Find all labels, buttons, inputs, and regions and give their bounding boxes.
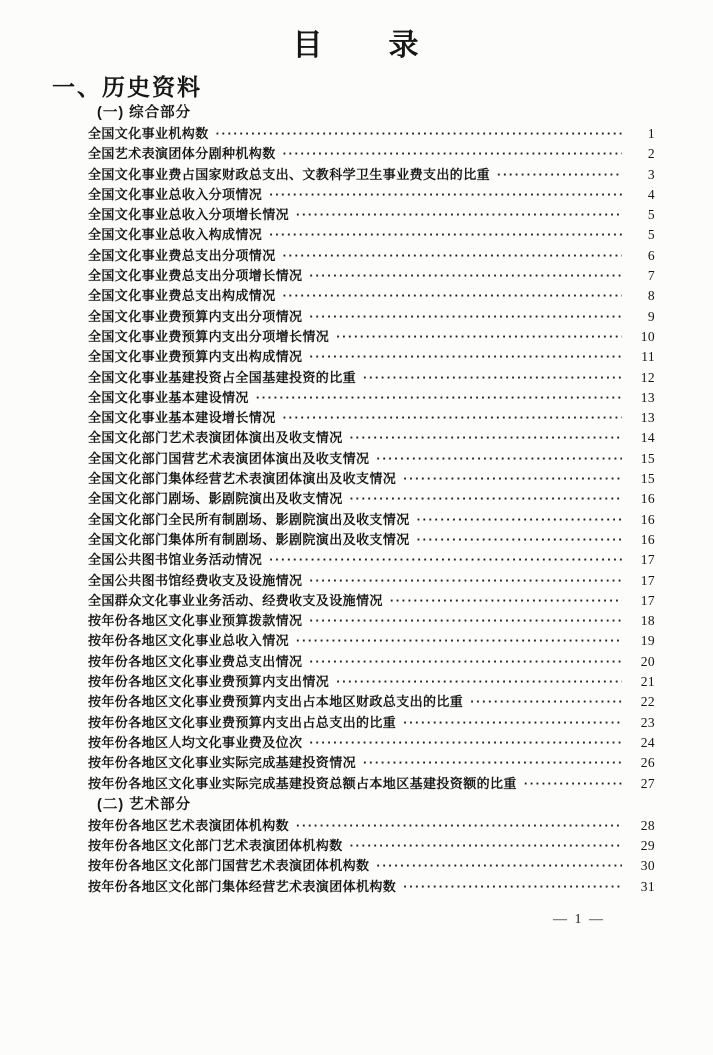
toc-dot-leader — [309, 733, 622, 753]
toc-entry-page-number: 28 — [640, 817, 655, 833]
toc-entry-page-number: 15 — [640, 471, 655, 487]
toc-dot-leader — [309, 652, 622, 672]
toc-dot-leader — [309, 307, 622, 327]
toc-entry-page-number: 17 — [640, 552, 655, 568]
toc-entry-title: 全国文化事业总收入分项情况 — [88, 186, 263, 202]
toc-entry — [88, 286, 655, 306]
toc-entry-page-number: 1 — [647, 126, 655, 141]
toc-entry-title: 全国公共图书馆业务活动情况 — [88, 552, 263, 568]
toc-dot-leader — [296, 631, 622, 651]
toc-entry — [88, 652, 655, 672]
toc-dot-leader — [417, 530, 622, 550]
toc-entry-page-number: 26 — [640, 755, 655, 771]
toc-entry-page-number: 5 — [647, 227, 655, 243]
toc-entry-page-number: 14 — [640, 430, 655, 446]
toc-dot-leader — [216, 124, 622, 144]
toc-entry — [88, 165, 655, 185]
toc-entry — [88, 368, 655, 388]
toc-entry-title: 按年份各地区艺术表演团体机构数 — [88, 817, 290, 833]
toc-entry — [88, 530, 655, 550]
toc-dot-leader — [296, 816, 622, 836]
toc-entry-title: 全国公共图书馆经费收支及设施情况 — [88, 572, 303, 588]
toc-entry — [88, 713, 655, 733]
toc-entry-title: 按年份各地区文化事业费预算内支出占本地区财政总支出的比重 — [88, 694, 464, 710]
toc-dot-leader — [350, 489, 622, 509]
toc-entry-title: 全国文化事业总收入构成情况 — [88, 227, 263, 243]
toc-entry — [88, 144, 655, 164]
toc-entry — [88, 205, 655, 225]
toc-entry-page-number: 24 — [640, 734, 655, 750]
toc-entry — [88, 631, 655, 651]
toc-entry — [88, 877, 655, 897]
toc-entry — [88, 836, 655, 856]
toc-entry — [88, 469, 655, 489]
toc-entry-page-number: 10 — [640, 328, 655, 344]
toc-entry — [88, 571, 655, 591]
toc-entry-title: 全国文化部门集体所有制剧场、影剧院演出及收支情况 — [88, 531, 410, 547]
toc-entry-title: 全国文化事业费总支出分项增长情况 — [88, 268, 303, 284]
toc-entry-title: 按年份各地区文化事业实际完成基建投资总额占本地区基建投资额的比重 — [88, 775, 517, 791]
toc-entry-page-number: 8 — [647, 288, 655, 304]
toc-dot-leader — [403, 469, 622, 489]
toc-entry — [88, 449, 655, 469]
toc-dot-leader — [309, 266, 622, 286]
page-number: — 1 — — [553, 911, 605, 927]
toc-entry-title: 全国文化部门集体经营艺术表演团体演出及收支情况 — [88, 471, 397, 487]
toc-entry — [88, 388, 655, 408]
toc-entry — [88, 307, 655, 327]
toc-dot-leader — [497, 165, 622, 185]
toc-entry-title: 按年份各地区文化事业预算拨款情况 — [88, 613, 303, 629]
toc-dot-leader — [376, 856, 622, 876]
toc-entry-page-number: 19 — [640, 633, 655, 649]
toc-entry-page-number: 13 — [640, 410, 655, 426]
toc-entry-page-number: 9 — [647, 308, 655, 324]
toc-entry-page-number: 18 — [640, 613, 655, 629]
toc-dot-leader — [363, 753, 622, 773]
toc-dot-leader — [283, 144, 622, 164]
toc-entry-title: 全国文化部门剧场、影剧院演出及收支情况 — [88, 491, 343, 507]
toc-list — [88, 102, 655, 897]
toc-entry-page-number: 4 — [647, 186, 655, 202]
section-heading-historical-materials: 一、历史资料 — [52, 74, 202, 100]
toc-entry-title: 全国文化事业总收入分项增长情况 — [88, 207, 290, 223]
toc-entry-page-number: 17 — [640, 572, 655, 588]
toc-entry — [88, 408, 655, 428]
toc-entry-page-number: 13 — [640, 389, 655, 405]
toc-entry-title: 全国文化事业费预算内支出构成情况 — [88, 349, 303, 365]
page-title: 目 录 — [292, 29, 421, 62]
toc-entry-title: 按年份各地区文化事业费预算内支出占总支出的比重 — [88, 714, 397, 730]
toc-dot-leader — [283, 246, 622, 266]
toc-entry-page-number: 6 — [647, 247, 655, 263]
toc-dot-leader — [309, 347, 622, 367]
toc-entry-title: 全国文化事业费预算内支出分项情况 — [88, 308, 303, 324]
toc-entry — [88, 185, 655, 205]
toc-entry-page-number: 7 — [647, 268, 655, 284]
toc-dot-leader — [269, 185, 622, 205]
toc-entry — [88, 816, 655, 836]
toc-entry-title: 按年份各地区文化事业费预算内支出情况 — [88, 674, 330, 690]
toc-entry-title: 全国文化部门国营艺术表演团体演出及收支情况 — [88, 450, 370, 466]
toc-entry — [88, 124, 655, 144]
toc-dot-leader — [403, 877, 622, 897]
toc-entry-title: 全国文化事业机构数 — [88, 126, 209, 141]
toc-entry — [88, 856, 655, 876]
toc-entry-title: 按年份各地区文化部门艺术表演团体机构数 — [88, 838, 343, 854]
toc-dot-leader — [296, 205, 622, 225]
toc-entry-page-number: 5 — [647, 207, 655, 223]
toc-entry-page-number: 15 — [640, 450, 655, 466]
toc-entry-page-number: 20 — [640, 653, 655, 669]
toc-entry-title: 全国文化部门全民所有制剧场、影剧院演出及收支情况 — [88, 511, 410, 527]
toc-dot-leader — [470, 692, 622, 712]
toc-entry-title: 全国文化事业费预算内支出分项增长情况 — [88, 328, 330, 344]
toc-dot-leader — [390, 591, 622, 611]
toc-entry-page-number: 27 — [640, 775, 655, 791]
toc-entry-title: 全国文化事业基本建设情况 — [88, 389, 249, 405]
toc-dot-leader — [350, 428, 622, 448]
toc-entry — [88, 672, 655, 692]
toc-dot-leader — [256, 388, 622, 408]
toc-entry — [88, 774, 655, 794]
toc-entry — [88, 327, 655, 347]
toc-entry-title: 全国文化事业费占国家财政总支出、文教科学卫生事业费支出的比重 — [88, 166, 491, 182]
subsection-heading: (一) 综合部分 — [97, 105, 192, 121]
toc-entry-page-number: 30 — [640, 858, 655, 874]
toc-dot-leader — [283, 408, 622, 428]
toc-entry-page-number: 16 — [640, 491, 655, 507]
toc-entry-title: 按年份各地区文化事业实际完成基建投资情况 — [88, 755, 357, 771]
toc-entry-title: 按年份各地区人均文化事业费及位次 — [88, 734, 303, 750]
toc-entry — [88, 225, 655, 245]
toc-dot-leader — [269, 550, 622, 570]
toc-dot-leader — [309, 611, 622, 631]
toc-entry-title: 全国艺术表演团体分剧种机构数 — [88, 146, 276, 162]
toc-dot-leader — [336, 672, 622, 692]
toc-entry-title: 全国文化部门艺术表演团体演出及收支情况 — [88, 430, 343, 446]
subsection-heading: (二) 艺术部分 — [97, 796, 192, 813]
toc-entry — [88, 428, 655, 448]
toc-entry — [88, 591, 655, 611]
toc-entry-page-number: 21 — [640, 674, 655, 690]
toc-entry — [88, 753, 655, 773]
toc-dot-leader — [283, 286, 622, 306]
toc-dot-leader — [350, 836, 622, 856]
toc-dot-leader — [376, 449, 622, 469]
toc-entry — [88, 733, 655, 753]
toc-entry — [88, 347, 655, 367]
toc-entry-title: 全国群众文化事业业务活动、经费收支及设施情况 — [88, 592, 383, 608]
toc-dot-leader — [269, 225, 622, 245]
toc-entry-page-number: 29 — [640, 838, 655, 854]
toc-dot-leader — [336, 327, 622, 347]
toc-entry-page-number: 16 — [640, 531, 655, 547]
toc-entry-title: 全国文化事业基本建设增长情况 — [88, 410, 276, 426]
toc-dot-leader — [309, 571, 622, 591]
toc-entry — [88, 489, 655, 509]
toc-entry-title: 按年份各地区文化事业费总支出情况 — [88, 653, 303, 669]
toc-dot-leader — [524, 774, 622, 794]
toc-entry — [88, 246, 655, 266]
toc-entry — [88, 611, 655, 631]
toc-entry-page-number: 11 — [641, 349, 655, 365]
toc-entry-title: 按年份各地区文化部门国营艺术表演团体机构数 — [88, 858, 370, 874]
toc-entry-page-number: 16 — [640, 511, 655, 527]
toc-entry — [88, 692, 655, 712]
toc-entry-title: 按年份各地区文化部门集体经营艺术表演团体机构数 — [88, 878, 397, 894]
toc-dot-leader — [417, 510, 622, 530]
toc-entry-page-number: 12 — [640, 369, 655, 385]
toc-entry-page-number: 17 — [640, 592, 655, 608]
toc-entry-title: 按年份各地区文化事业总收入情况 — [88, 633, 290, 649]
toc-entry-title: 全国文化事业费总支出分项情况 — [88, 247, 276, 263]
toc-entry-title: 全国文化事业基建投资占全国基建投资的比重 — [88, 369, 357, 385]
toc-entry — [88, 510, 655, 530]
toc-entry-page-number: 3 — [647, 166, 655, 182]
toc-entry — [88, 550, 655, 570]
toc-dot-leader — [363, 368, 622, 388]
toc-entry-page-number: 23 — [640, 714, 655, 730]
toc-entry-title: 全国文化事业费总支出构成情况 — [88, 288, 276, 304]
toc-entry — [88, 266, 655, 286]
toc-dot-leader — [403, 713, 622, 733]
toc-entry-page-number: 2 — [647, 146, 655, 162]
toc-entry-page-number: 31 — [640, 878, 655, 894]
toc-entry-page-number: 22 — [640, 694, 655, 710]
